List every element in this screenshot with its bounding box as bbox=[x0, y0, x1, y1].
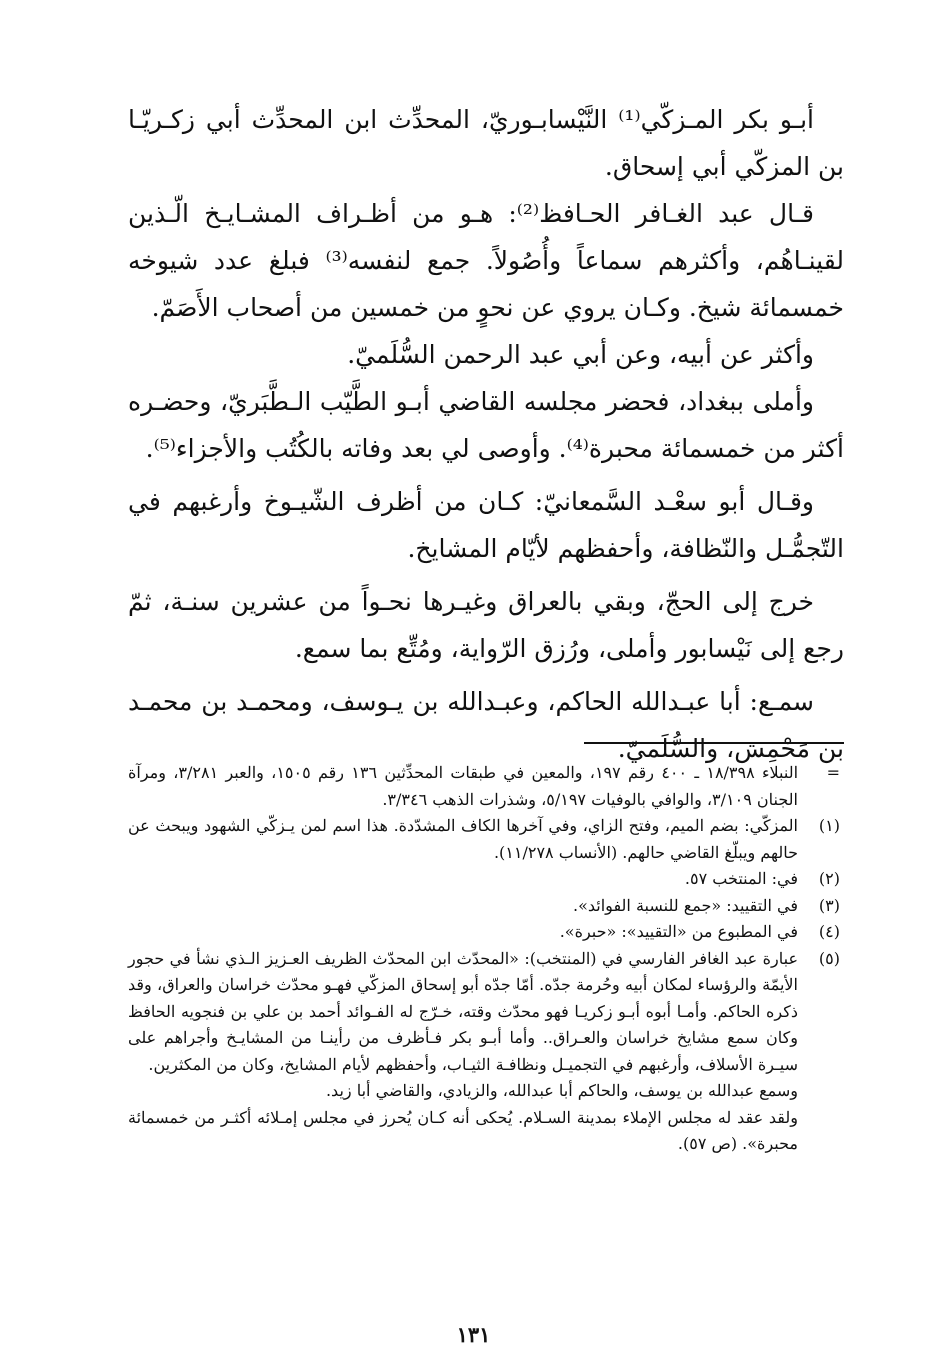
footnote-continued bbox=[128, 760, 844, 813]
footnote-text: النبلاء ١٨/٣٩٨ ـ ٤٠٠ رقم ١٩٧، والمعين في طبقات المحدِّثين ١٣٦ رقم ١٥٠٥، والعبر ٣/٢٨١، ومرآة الجنان ٣/١٠٩، والوافي بالوفيات ٥/١٩٧، وشذرات الذهب ٣/٣٤٦. bbox=[128, 763, 799, 809]
footnote-marker: = bbox=[826, 763, 840, 782]
footnote-text: المزكّي: بضم الميم، وفتح الزاي، وفي آخرها الكاف المشدّدة. هذا اسم لمن يـزكّي الشهود ويبحث عن حالهم ويبلّغ القاضي حالهم. (الأنساب ١١/٢٧٨). bbox=[128, 816, 799, 862]
footnote-2 bbox=[128, 866, 844, 893]
book-page bbox=[128, 96, 844, 1332]
paragraph-intro: أبـو بكر المـزكّي⁽¹⁾ النَّيْسابـوريّ، المحدِّث ابن المحدِّث أبي زكـريّـا بن المزكّي أبي إسحاق. bbox=[128, 105, 844, 181]
footnote-marker: (٢) bbox=[818, 869, 840, 888]
footnote-5 bbox=[128, 946, 844, 1158]
paragraph-baghdad: وأملى ببغداد، فحضر مجلسه القاضي أبـو الطَّيّب الـطَّبَريّ، وحضـره أكثر من خمسمائة محبرة⁽⁴⁾. وأوصى لي بعد وفاته بالكُتُب والأجزاء⁽⁵⁾. bbox=[128, 387, 844, 463]
footnote-3 bbox=[128, 893, 844, 920]
footnote-marker: (٤) bbox=[818, 922, 840, 941]
footnote-4 bbox=[128, 919, 844, 946]
page-number: ١٣١ bbox=[456, 1322, 491, 1347]
footnote-marker: (٣) bbox=[818, 895, 840, 915]
footnote-divider bbox=[584, 742, 844, 744]
footnote-text-continued: وسمع عبدالله بن يوسف، والحاكم أبا عبدالله، والزيادي، والقاضي أبا زيد. bbox=[325, 1081, 798, 1100]
paragraph-abd-al-ghafir: قـال عبد الغـافر الحـافظ⁽²⁾: هـو من أظـراف المشـايـخ الّـذين لقينـاهُم، وأكثرهم سماعاً وأُصُولاً. جمع لنفسه⁽³⁾ فبلغ عدد شيوخه خمسمائة شيخ. وكـان يروي عن نحوٍ من خمسين من أصحاب الأَصَمّ. bbox=[128, 199, 844, 322]
footnotes bbox=[128, 760, 844, 1158]
footnote-text: في التقييد: «جمع للنسبة الفوائد». bbox=[573, 895, 798, 915]
footnote-text: في: المنتخب ٥٧. bbox=[684, 869, 798, 888]
footnote-body bbox=[128, 946, 798, 1158]
footnote-text-continued: ولقد عقد له مجلس الإملاء بمدينة السـلام. يُحكى أنه كـان يُحرز في مجلس إمـلائه أكثـر من خمسمائة محبرة». (ص ٥٧). bbox=[128, 1107, 798, 1153]
paragraph-samani: وقـال أبو سعْـد السَّمعانيّ: كـان من أظرف الشّيـوخ وأرغبهم في التّجمُّـل والنّظافة، وأحفظهم لأيّام المشايخ. bbox=[128, 487, 844, 563]
footnote-marker: (١) bbox=[818, 816, 840, 835]
footnote-text: في المطبوع من «التقييد»: «حبرة». bbox=[559, 922, 798, 941]
footnote-1 bbox=[128, 813, 844, 866]
paragraph-hajj: خرج إلى الحجّ، وبقي بالعراق وغيـرها نحـواً من عشرين سنـة، ثمّ رجع إلى نَيْسابور وأملى، ورُزق الرّواية، ومُتِّع بما سمع. bbox=[128, 587, 844, 663]
footnote-text: عبارة عبد الغافر الفارسي في (المنتخب): «المحدّث ابن المحدّث الظريف العـزيز الـذي نشأ في حجور الأيمّة والرؤساء لمكان أبيه وحُرمة جدّه. أمّا جدّه أبو إسحاق المزكّي فهـو محدّث خراسان والعراق، وقد ذكره الحاكم. وأمـا أبوه أبـو زكريـا فهو محدّث وقته، خـرّج له الفـوائد أحمد بن علي بن فنجويه الحافظ وكان سمع مشايخ خراسان والعـراق.. وأما أبـو بكر فـأظرف من رأينـا من المشايـخ وأجراهم على سيـرة الأسلاف، وأرغبهم في التجميـل ونظافـة الثيـاب، وأحفظهم لأيام المشايخ، وكان من المكثرين. bbox=[128, 948, 799, 1074]
footnote-marker: (٥) bbox=[818, 948, 840, 968]
paragraph-heard: سمـع: أبا عبـدالله الحاكم، وعبـدالله بن يـوسف، ومحمـد بن محمـد بن مَحْمِش، والسُّلَميّ. bbox=[128, 687, 844, 763]
paragraph-father: وأكثر عن أبيه، وعن أبي عبد الرحمن السُّلَميّ. bbox=[347, 340, 814, 369]
